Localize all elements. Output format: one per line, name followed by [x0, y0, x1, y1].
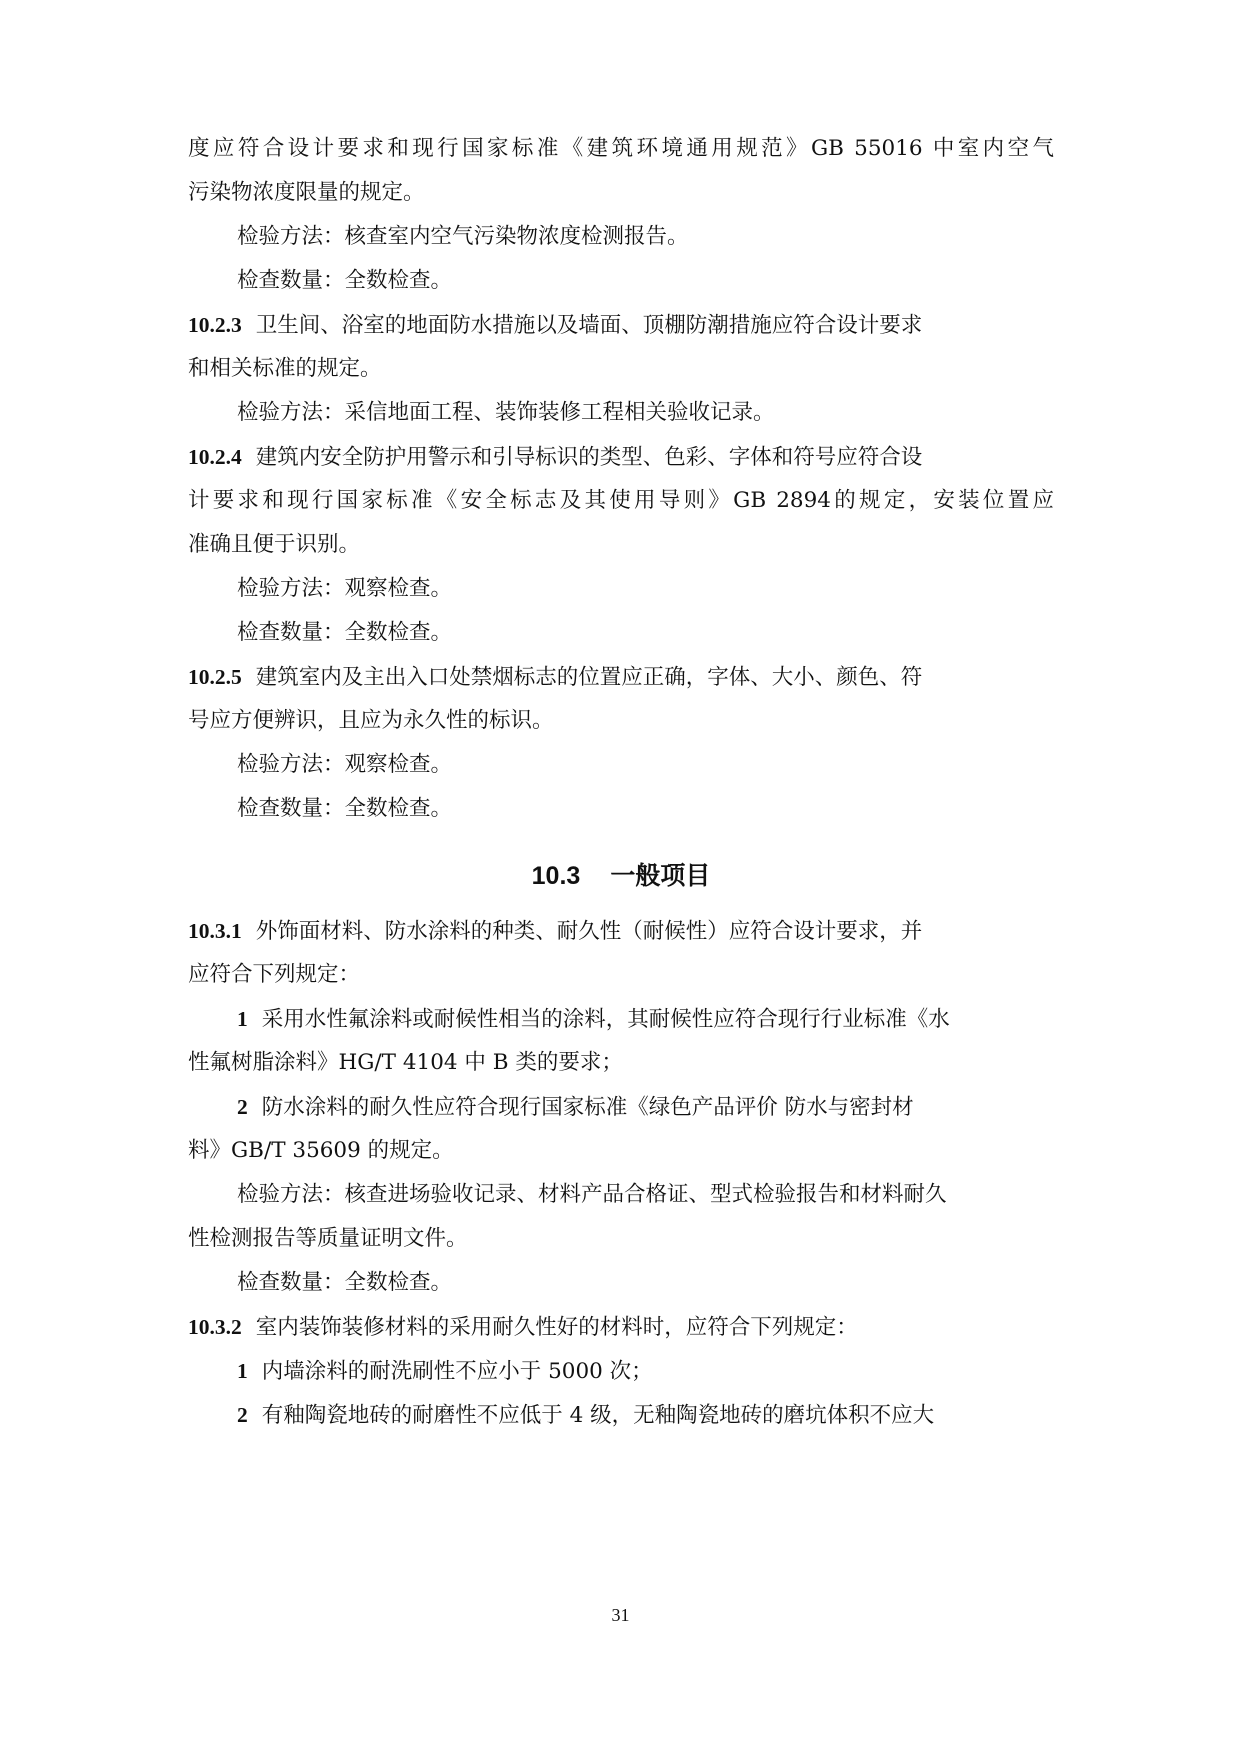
clause-text: 外饰面材料、防水涂料的种类、耐久性（耐候性）应符合设计要求，并: [255, 919, 923, 944]
item-text: 采用水性氟涂料或耐候性相当的涂料，其耐候性应符合现行行业标准《水: [261, 1007, 950, 1032]
text-line: 度应符合设计要求和现行国家标准《建筑环境通用规范》GB 55016 中室内空气: [188, 136, 1054, 161]
text-line: 号应方便辨识，且应为永久性的标识。: [188, 708, 554, 733]
clause-text: 建筑室内及主出入口处禁烟标志的位置应正确，字体、大小、颜色、符: [255, 665, 923, 690]
text-line: 和相关标准的规定。: [188, 356, 382, 381]
list-item: [237, 1400, 1054, 1431]
page-number: 31: [611, 1605, 630, 1625]
item-number: 2: [237, 1095, 248, 1119]
section-heading: [188, 860, 1054, 892]
clause-number: 10.3.1: [188, 919, 242, 943]
item-text: 防水涂料的耐久性应符合现行国家标准《绿色产品评价 防水与密封材: [261, 1095, 914, 1120]
text-line: 准确且便于识别。: [188, 532, 361, 557]
text-line: 应符合下列规定：: [188, 962, 361, 987]
clause-10-3-1: [188, 916, 1054, 947]
inspection-method: 检验方法：核查室内空气污染物浓度检测报告。: [237, 224, 689, 249]
clause-10-2-5: [188, 662, 1054, 693]
clause-number: 10.2.3: [188, 313, 242, 337]
item-number: 1: [237, 1007, 248, 1031]
inspection-method: 检验方法：采信地面工程、装饰装修工程相关验收记录。: [237, 400, 775, 425]
text-line: 料》GB/T 35609 的规定。: [188, 1138, 454, 1163]
text-line: 性氟树脂涂料》HG/T 4104 中 B 类的要求；: [188, 1050, 623, 1075]
list-item: [237, 1004, 1054, 1035]
inspection-quantity: 检查数量：全数检查。: [237, 268, 453, 293]
inspection-method: 检验方法：观察检查。: [237, 752, 453, 777]
clause-10-2-3: [188, 310, 1054, 341]
list-item: [237, 1356, 1054, 1387]
clause-10-2-4: [188, 442, 1054, 473]
clause-text: 建筑内安全防护用警示和引导标识的类型、色彩、字体和符号应符合设: [255, 445, 923, 470]
text-line: 污染物浓度限量的规定。: [188, 180, 425, 205]
inspection-quantity: 检查数量：全数检查。: [237, 620, 453, 645]
text-line: 计要求和现行国家标准《安全标志及其使用导则》GB 2894的规定，安装位置应: [188, 488, 1054, 513]
clause-10-3-2: [188, 1312, 1054, 1343]
inspection-method: 检验方法：观察检查。: [237, 576, 453, 601]
item-number: 2: [237, 1403, 248, 1427]
clause-text: 卫生间、浴室的地面防水措施以及墙面、顶棚防潮措施应符合设计要求: [255, 313, 923, 338]
section-number: 10.3: [531, 862, 581, 890]
clause-number: 10.3.2: [188, 1315, 242, 1339]
section-title: 一般项目: [610, 861, 711, 890]
text-line: 性检测报告等质量证明文件。: [188, 1226, 468, 1251]
clause-text: 室内装饰装修材料的采用耐久性好的材料时，应符合下列规定：: [255, 1315, 858, 1340]
item-text: 内墙涂料的耐洗刷性不应小于 5000 次；: [261, 1359, 653, 1384]
item-text: 有釉陶瓷地砖的耐磨性不应低于 4 级，无釉陶瓷地砖的磨坑体积不应大: [261, 1403, 935, 1428]
clause-number: 10.2.4: [188, 445, 242, 469]
list-item: [237, 1092, 1054, 1123]
inspection-quantity: 检查数量：全数检查。: [237, 1270, 453, 1295]
item-number: 1: [237, 1359, 248, 1383]
inspection-method: 检验方法：核查进场验收记录、材料产品合格证、型式检验报告和材料耐久: [237, 1182, 947, 1207]
inspection-quantity: 检查数量：全数检查。: [237, 796, 453, 821]
clause-number: 10.2.5: [188, 665, 242, 689]
